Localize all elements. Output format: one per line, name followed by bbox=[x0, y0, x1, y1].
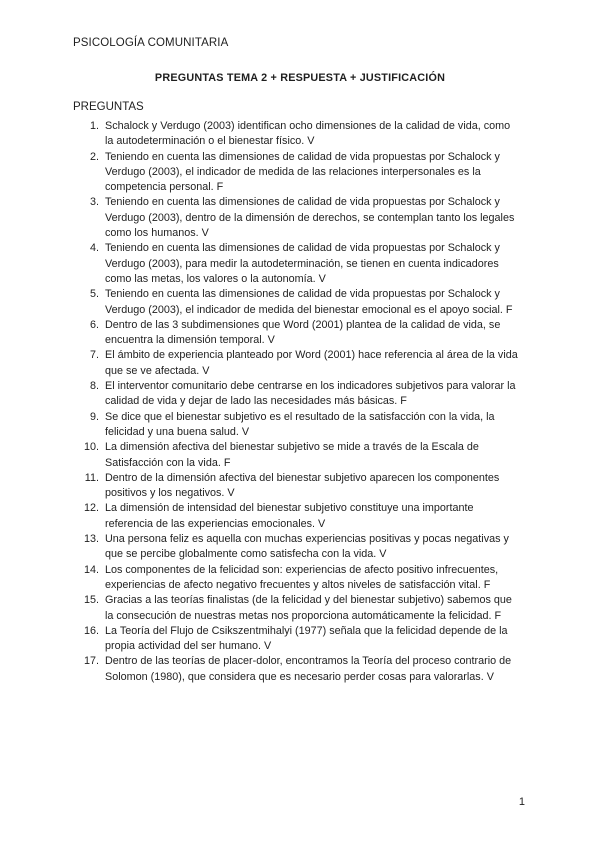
question-number: 11. bbox=[84, 471, 99, 484]
question-item bbox=[0, 501, 600, 532]
question-item bbox=[0, 150, 600, 196]
question-number: 1. bbox=[89, 120, 99, 132]
question-text: Teniendo en cuenta las dimensiones de calidad de vida propuestas por Schalock y Verdugo (2003), el indicador de medida del bienestar emocional es el apoyo social. F bbox=[105, 288, 513, 316]
question-text: Dentro de las 3 subdimensiones que Word (2001) plantea de la calidad de vida, se encuentra la dimensión temporal. V bbox=[105, 318, 501, 347]
question-item bbox=[0, 532, 600, 563]
question-text: El ámbito de experiencia planteado por Word (2001) hace referencia al área de la vida que se ve afectada. V bbox=[105, 349, 518, 377]
question-item bbox=[0, 624, 600, 655]
question-text: Teniendo en cuenta las dimensiones de calidad de vida propuestas por Schalock y Verdugo (2003), el indicador de medida de las relaciones interpersonales es la competencia personal. F bbox=[105, 150, 500, 194]
question-number: 16. bbox=[83, 624, 99, 637]
question-item bbox=[0, 287, 600, 318]
question-item bbox=[0, 318, 600, 349]
question-item bbox=[0, 593, 600, 624]
question-text: La dimensión de intensidad del bienestar subjetivo constituye una importante referencia de las experiencias emocionales. V bbox=[105, 502, 474, 530]
question-item bbox=[0, 410, 600, 441]
question-number: 17. bbox=[83, 655, 99, 668]
question-item bbox=[0, 440, 600, 471]
document-title: PREGUNTAS TEMA 2 + RESPUESTA + JUSTIFICACIÓN bbox=[154, 72, 446, 84]
question-text: Una persona feliz es aquella con muchas experiencias positivas y pocas negativas y que se percibe globalmente como satisfecha con la vida. V bbox=[105, 533, 509, 561]
question-text: Teniendo en cuenta las dimensiones de calidad de vida propuestas por Schalock y Verdugo (2003), para medir la autodeterminación, se tienen en cuenta indicadores como las metas, los valores o la autonomía. V bbox=[105, 242, 500, 285]
question-number: 9. bbox=[89, 410, 99, 423]
question-number: 13. bbox=[83, 533, 99, 546]
question-number: 6. bbox=[89, 318, 99, 331]
question-text: Gracias a las teorías finalistas (de la felicidad y del bienestar subjetivo) sabemos que la consecución de nuestras metas nos proporciona automáticamente la felicidad. F bbox=[105, 594, 512, 622]
question-text: Los componentes de la felicidad son: experiencias de afecto positivo infrecuentes, experiencias de afecto negativo frecuentes y altos niveles de satisfacción vital. F bbox=[105, 563, 499, 591]
question-number: 5. bbox=[89, 288, 99, 301]
course-header: PSICOLOGÍA COMUNITARIA bbox=[73, 37, 229, 49]
question-item bbox=[0, 119, 600, 150]
question-item bbox=[0, 379, 600, 410]
question-item bbox=[0, 471, 600, 502]
question-number: 3. bbox=[89, 196, 99, 209]
question-number: 7. bbox=[89, 349, 99, 362]
question-number: 2. bbox=[89, 150, 99, 163]
question-number: 14. bbox=[83, 563, 99, 576]
page-number: 1 bbox=[518, 796, 525, 808]
question-item bbox=[0, 348, 600, 379]
question-text: Dentro de la dimensión afectiva del bienestar subjetivo aparecen los componentes positivos y los negativos. V bbox=[105, 471, 500, 500]
question-text: La dimensión afectiva del bienestar subjetivo se mide a través de la Escala de Satisfacción con la vida. F bbox=[105, 441, 479, 469]
question-text: Schalock y Verdugo (2003) identifican ocho dimensiones de la calidad de vida, como la autodeterminación o el bienestar físico. V bbox=[105, 120, 511, 148]
question-item bbox=[0, 654, 600, 685]
question-item bbox=[0, 241, 600, 287]
question-text: La Teoría del Flujo de Csikszentmihalyi (1977) señala que la felicidad depende de la propia actividad del ser humano. V bbox=[105, 624, 508, 653]
question-number: 8. bbox=[89, 380, 99, 393]
question-list bbox=[0, 119, 600, 685]
question-item bbox=[0, 195, 600, 241]
question-number: 15. bbox=[83, 594, 99, 607]
question-text: El interventor comunitario debe centrarse en los indicadores subjetivos para valorar la calidad de vida y dejar de lado las necesidades más básicas. F bbox=[105, 380, 516, 408]
question-item bbox=[0, 563, 600, 594]
question-number: 10. bbox=[83, 441, 99, 454]
section-label: PREGUNTAS bbox=[73, 101, 144, 113]
question-number: 4. bbox=[89, 242, 99, 255]
question-text: Dentro de las teorías de placer-dolor, encontramos la Teoría del proceso contrario de Solomon (1980), que considera que es necesario perder cosas para valorarlas. V bbox=[105, 655, 512, 683]
question-text: Teniendo en cuenta las dimensiones de calidad de vida propuestas por Schalock y Verdugo (2003), dentro de la dimensión de derechos, se contemplan tanto los legales como los humanos. V bbox=[105, 196, 515, 240]
question-number: 12. bbox=[83, 502, 99, 515]
question-text: Se dice que el bienestar subjetivo es el resultado de la satisfacción con la vida, la felicidad y una buena salud. V bbox=[105, 410, 495, 438]
